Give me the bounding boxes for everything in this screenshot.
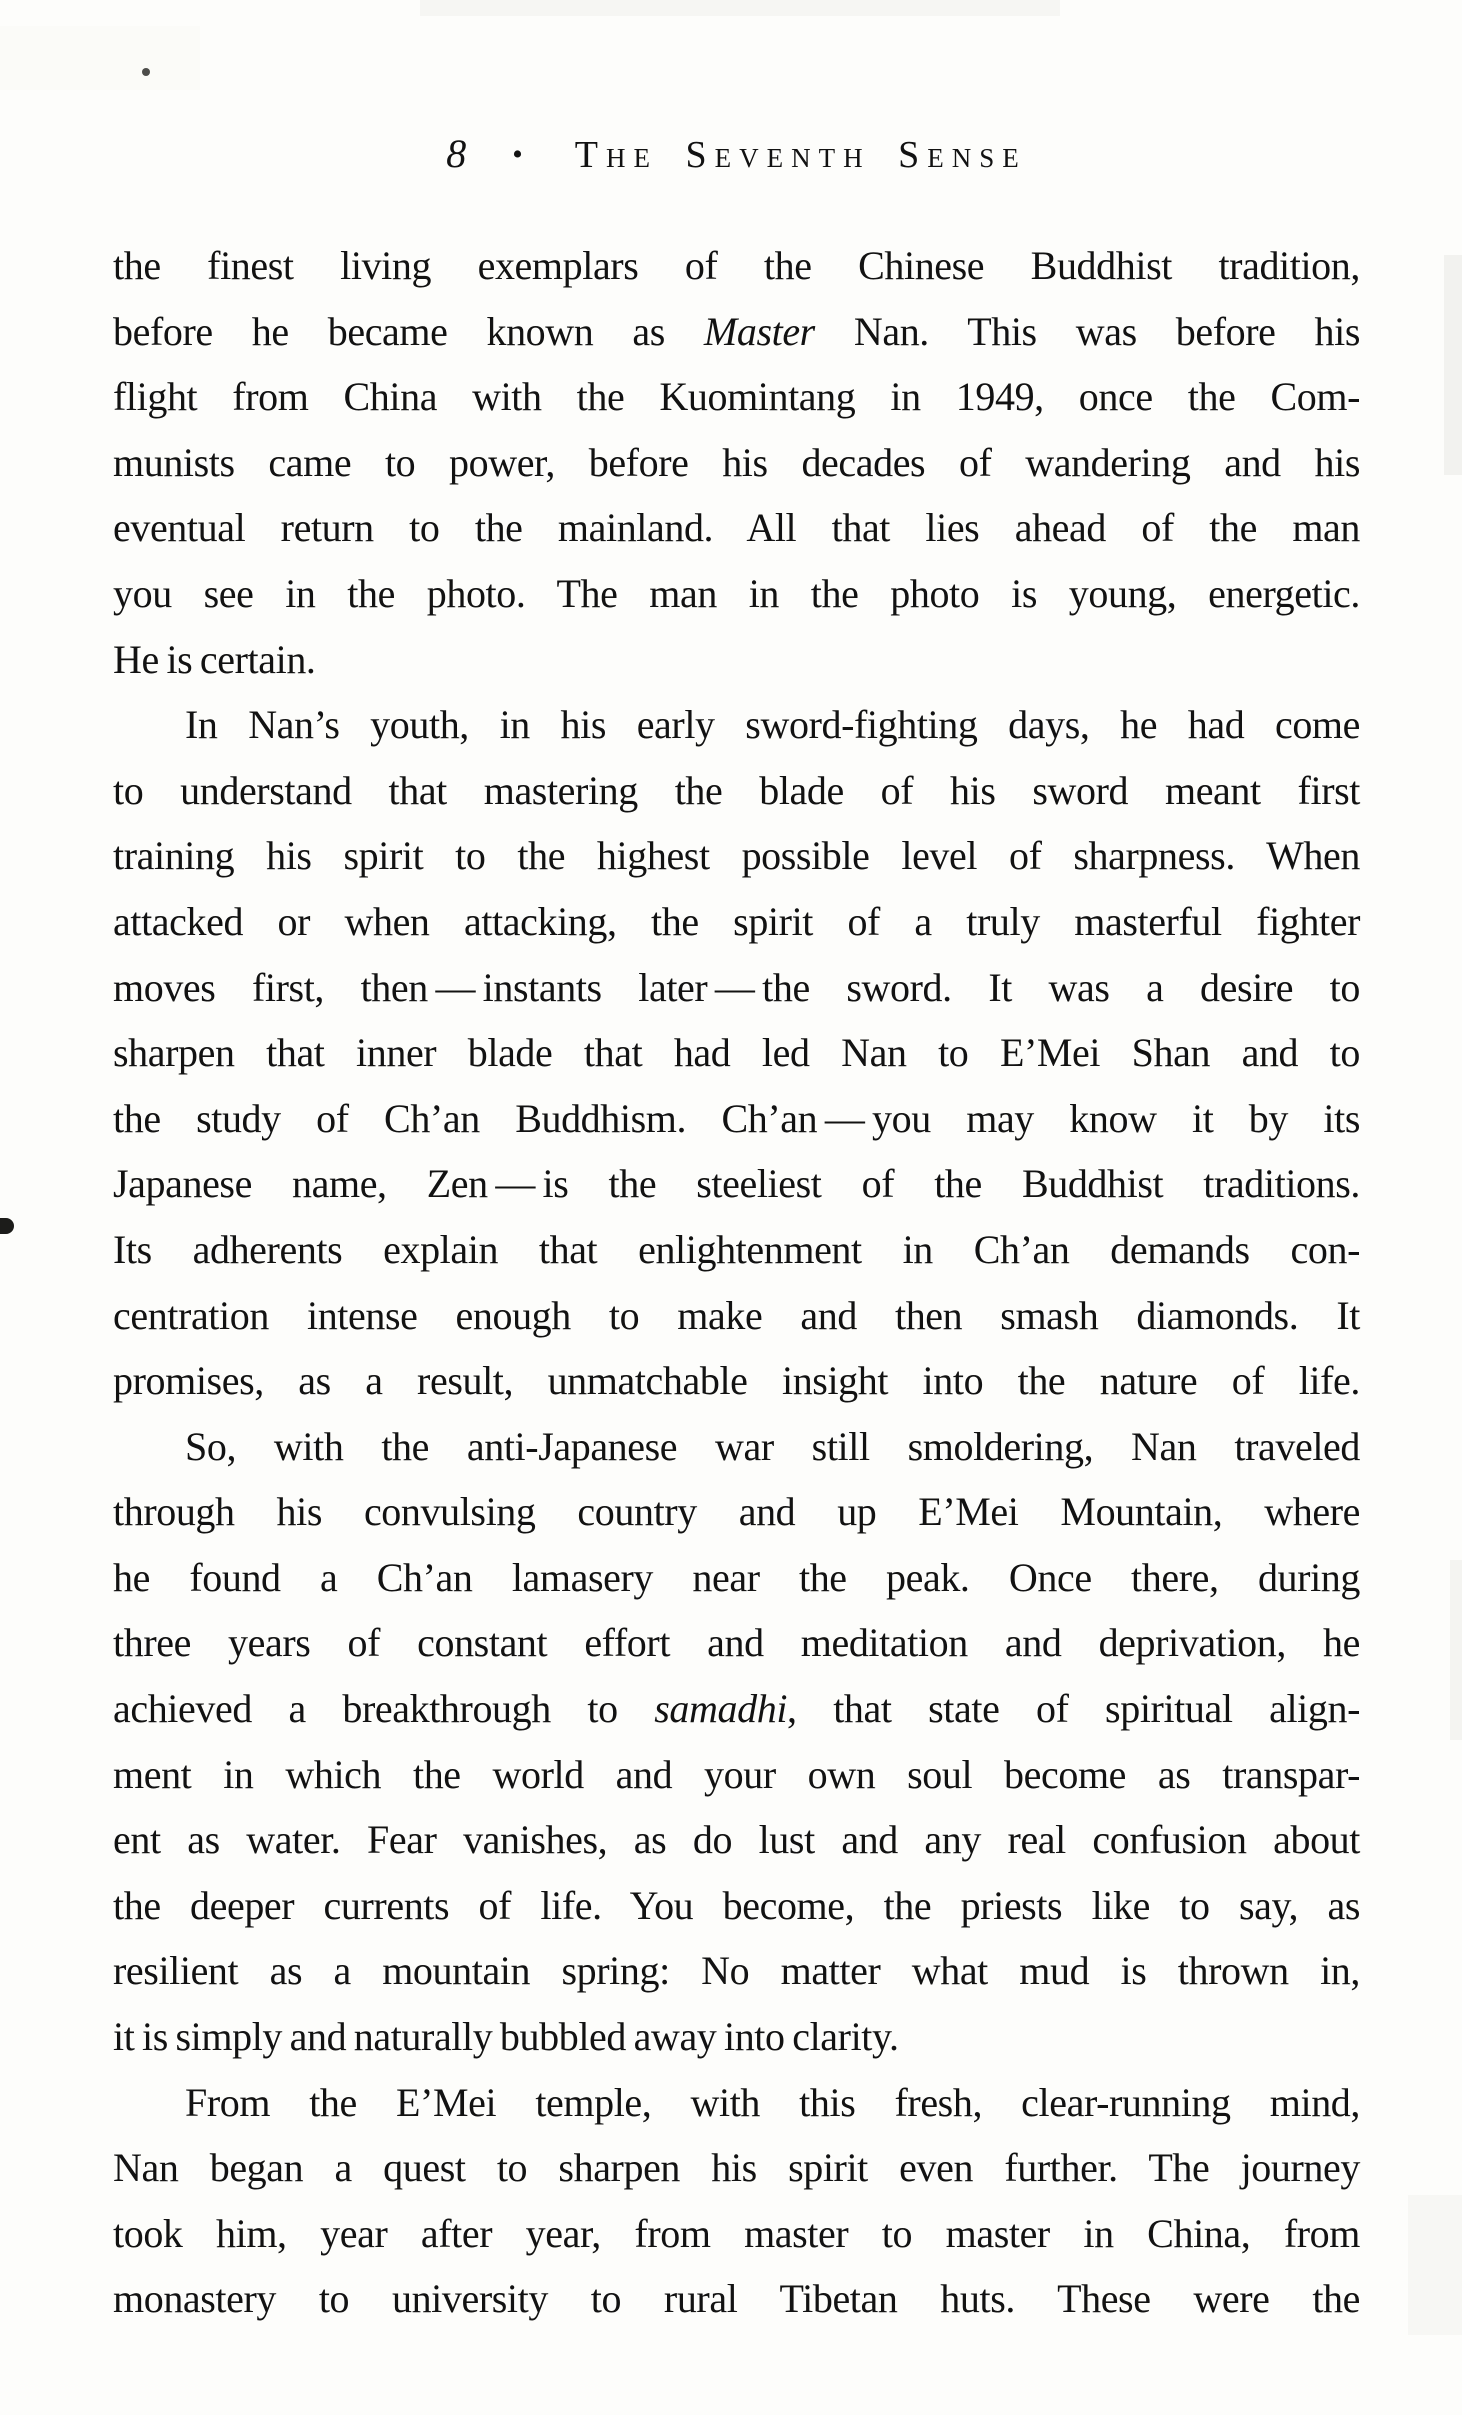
- text-line: ment in which the world and your own soul become as transpar-: [113, 1751, 1360, 1797]
- text-line: Japanese name, Zen — is the steeliest of the Buddhist traditions.: [113, 1161, 1360, 1207]
- text-line: the finest living exemplars of the Chinese Buddhist tradition,: [113, 243, 1360, 288]
- text-line: Nan began a quest to sharpen his spirit even further. The journey: [113, 2145, 1360, 2191]
- text-line: flight from China with the Kuomintang in 1949, once the Com-: [113, 374, 1360, 420]
- text-line: From the E’Mei temple, with this fresh, clear-running mind,: [185, 2079, 1360, 2125]
- text-line: to understand that mastering the blade of his sword meant first: [113, 767, 1360, 813]
- scan-artifact-right-streak: [1450, 1560, 1462, 1740]
- text-line: the study of Ch’an Buddhism. Ch’an — you may know it by its: [113, 1095, 1360, 1141]
- bullet-separator: •: [512, 138, 523, 171]
- text-line: it is simply and naturally bubbled away into clarity.: [113, 2014, 899, 2060]
- text-line: three years of constant effort and meditation and deprivation, he: [113, 1620, 1360, 1666]
- text-line: In Nan’s youth, in his early sword-fighting days, he had come: [185, 702, 1360, 748]
- text-line: moves first, then — instants later — the sword. It was a desire to: [113, 964, 1360, 1010]
- text-line: resilient as a mountain spring: No matter what mud is thrown in,: [113, 1948, 1360, 1994]
- scan-artifact-speck: [142, 68, 150, 76]
- text-block: [113, 233, 1360, 2332]
- scan-artifact-bottom-right: [1408, 2195, 1462, 2335]
- running-head: [113, 130, 1360, 177]
- text-line: monastery to university to rural Tibetan huts. These were the: [113, 2276, 1360, 2322]
- text-line: he found a Ch’an lamasery near the peak. Once there, during: [113, 1554, 1360, 1600]
- text-line: achieved a breakthrough to samadhi, that state of spiritual align-: [113, 1686, 1360, 1732]
- text-line: you see in the photo. The man in the photo is young, energetic.: [113, 570, 1360, 616]
- text-line: sharpen that inner blade that had led Nan to E’Mei Shan and to: [113, 1030, 1360, 1076]
- text-line: through his convulsing country and up E’Mei Mountain, where: [113, 1489, 1360, 1535]
- scan-artifact-top-left: [0, 26, 200, 90]
- text-line: eventual return to the mainland. All that lies ahead of the man: [113, 505, 1360, 551]
- text-line: promises, as a result, unmatchable insight into the nature of life.: [113, 1358, 1360, 1404]
- text-line: the deeper currents of life. You become, the priests like to say, as: [113, 1882, 1360, 1928]
- scan-artifact-top-band: [420, 0, 1060, 16]
- page-number: 8: [446, 131, 467, 176]
- text-line: took him, year after year, from master to master in China, from: [113, 2210, 1360, 2256]
- text-line: attacked or when attacking, the spirit of a truly masterful fighter: [113, 898, 1360, 944]
- scan-artifact-edge-smudge: [0, 1218, 14, 1234]
- text-line: centration intense enough to make and then smash diamonds. It: [113, 1292, 1360, 1338]
- text-line: So, with the anti-Japanese war still smoldering, Nan traveled: [185, 1423, 1360, 1469]
- scan-artifact-right-streak: [1444, 255, 1462, 475]
- text-line: ent as water. Fear vanishes, as do lust and any real confusion about: [113, 1817, 1360, 1863]
- text-line: He is certain.: [113, 636, 316, 682]
- text-line: training his spirit to the highest possible level of sharpness. When: [113, 833, 1360, 879]
- text-line: before he became known as Master Nan. This was before his: [113, 308, 1360, 354]
- book-title: The Seventh Sense: [574, 134, 1027, 176]
- text-line: Its adherents explain that enlightenment in Ch’an demands con-: [113, 1226, 1360, 1272]
- text-line: munists came to power, before his decades of wandering and his: [113, 439, 1360, 485]
